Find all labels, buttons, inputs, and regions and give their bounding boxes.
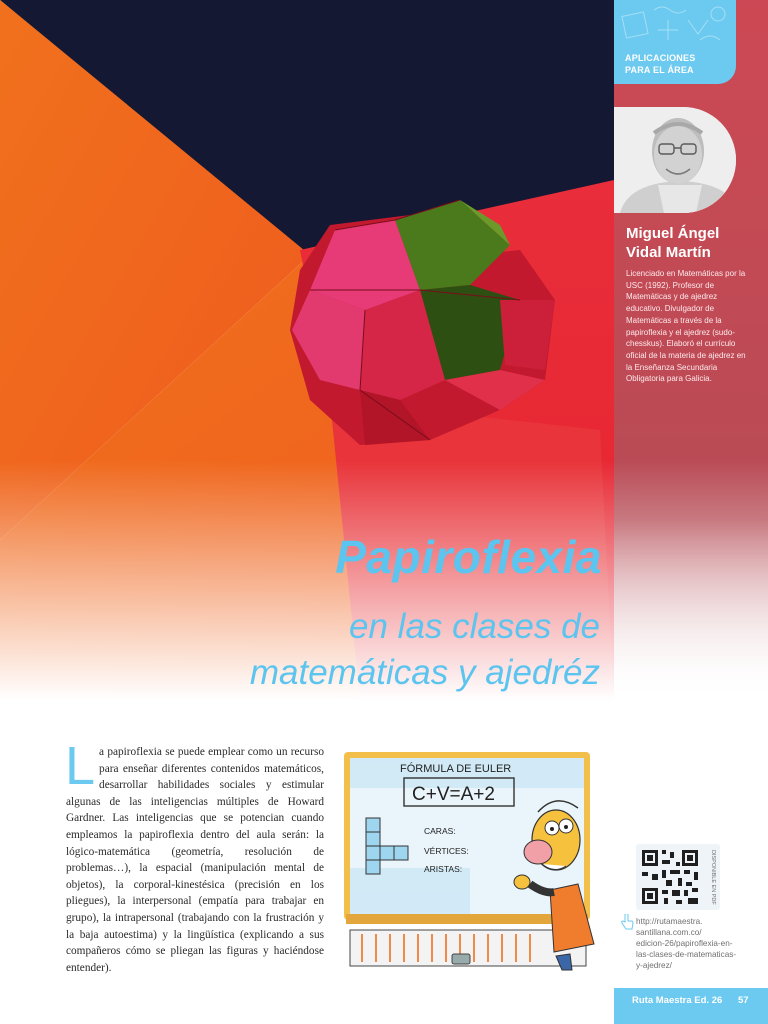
link-line2[interactable]: santillana.com.co/ [636,928,702,937]
hand-pointer-icon [620,914,634,930]
author-portrait-icon [614,107,736,213]
cartoon-heading: FÓRMULA DE EULER [400,763,512,775]
author-bio: Licenciado en Matemáticas por la USC (1992). Profesor de Matemáticas y de ajedrez educativo. Divulgador de Matemáticas a través de la papiroflexia y el ajedrez (sudo-chesskus). Elaboró el currículo oficial de la materia de ajedrez en la Enseñanza Secundaria Obligatoria para Galicia. [626,269,746,384]
cartoon-teacher-blackboard [342,748,598,972]
author-name [626,224,762,262]
radiator [350,930,586,966]
author-photo [614,107,736,213]
section-label-line2: PARA EL ÁREA [625,65,694,75]
cartoon-formula: C+V=A+2 [412,784,495,805]
article-body-text: a papiroflexia se puede emplear como un recurso para enseñar diferentes contenidos matemáticos, desarrollar habilidades sociales y estimular algunas de las inteligencias múltiples de Howard Gardner. Las inteligencias que se potencian cuando empleamos la papiroflexia dentro del aula serán: la lógico-matemática (geometría, resolución de problemas…), la espacial (manipulación mental de objetos), la corporal-kinestésica (precisión en los pliegues), la interpersonal (empatía para trabajar en grupo), la intrapersonal (trabajando con la frustración y la baja autoestima) y la lingüística (explicando a sus compañeros cómo se pliegan las figuras y haciéndose entender). [66,746,324,974]
cartoon-vertices: VÉRTICES: [424,846,469,856]
section-tab [614,0,736,84]
footer-magazine: Ruta Maestra Ed. 26 [632,995,723,1006]
link-line1[interactable]: http://rutamaestra. [636,917,703,926]
qr-code-block[interactable] [636,844,720,910]
article-link[interactable] [636,916,746,971]
link-line3[interactable]: edicion-26/papiroflexia-en- [636,939,733,948]
article-subtitle-line1: en las clases de [349,607,600,646]
page-number: 57 [738,995,749,1006]
qr-badge: DISPONIBLE EN PDF [710,850,716,905]
article-title: Papiroflexia [335,531,602,583]
math-doodle-icon [614,0,736,50]
page-footer [614,988,768,1024]
author-name-line1: Miguel Ángel [626,225,720,242]
link-line5[interactable]: y-ajedrez/ [636,961,672,970]
article-body [65,736,324,976]
article-subtitle-line2: matemáticas y ajedréz [249,653,600,692]
drop-cap: L [65,736,96,796]
cartoon-aristas: ARISTAS: [424,864,463,874]
article-subtitle [100,604,600,696]
cartoon-caras: CARAS: [424,826,456,836]
section-label-line1: APLICACIONES [625,53,696,63]
qr-code-icon[interactable] [636,844,720,910]
cartoon-euler-illustration [342,748,598,972]
author-name-line2: Vidal Martín [626,244,711,261]
link-line4[interactable]: las-clases-de-matematicas- [636,950,737,959]
